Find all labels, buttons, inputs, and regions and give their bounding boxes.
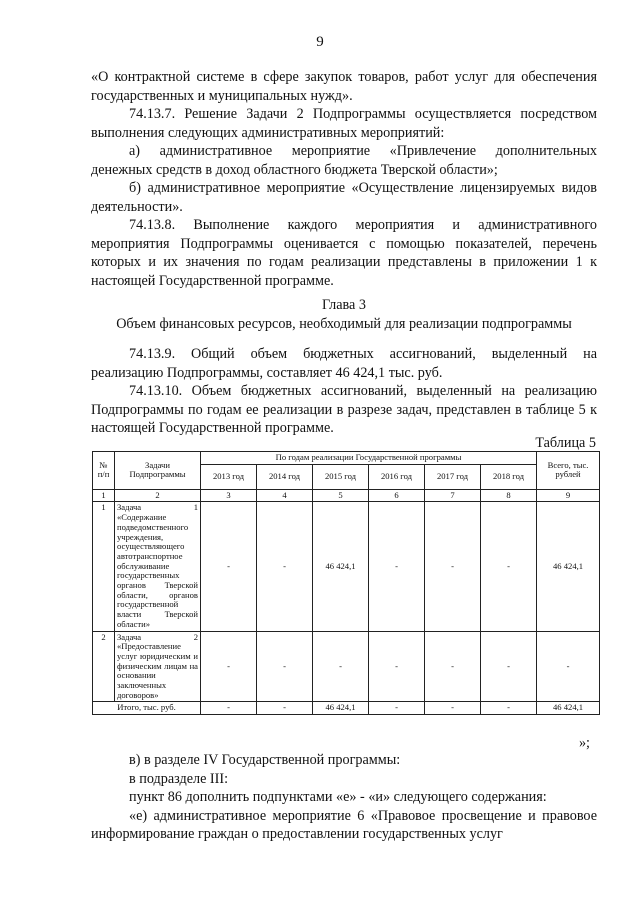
total-cell: 46 424,1 xyxy=(537,502,600,631)
paragraph: 74.13.7. Решение Задачи 2 Подпрограммы осуществляется посредством выполнения следующих административных мероприятий: xyxy=(91,106,597,141)
body-text-bottom xyxy=(91,751,597,844)
col-number: 2 xyxy=(115,489,201,502)
paragraph: 74.13.8. Выполнение каждого мероприятия и административного мероприятия Подпрограммы оценивается с помощью показателей, перечень которых и их значения по годам реализации представлены в приложении 1 к настоящей Государственной программе. xyxy=(91,217,597,289)
total-value: - xyxy=(481,702,537,715)
row-num: 1 xyxy=(93,502,115,631)
paragraph: пункт 86 дополнить подпунктами «е» - «и» следующего содержания: xyxy=(129,789,547,805)
total-cell: - xyxy=(537,631,600,702)
table-header-row xyxy=(93,452,600,465)
chapter-heading xyxy=(91,296,597,333)
table-caption: Таблица 5 xyxy=(535,435,596,451)
paragraph: 74.13.10. Объем бюджетных ассигнований, выделенный на реализацию Подпрограммы по годам ее реализации в разрезе задач, представлен в таблице 5 к настоящей Государственной программе. xyxy=(91,383,597,436)
value-cell: - xyxy=(257,631,313,702)
task-number: 2 xyxy=(193,631,198,642)
header-years-group: По годам реализации Государственной программы xyxy=(201,452,537,465)
paragraph: «О контрактной системе в сфере закупок товаров, работ услуг для обеспечения государственных и муниципальных нужд». xyxy=(91,69,597,104)
header-tasks: Задачи Подпрограммы xyxy=(115,452,201,490)
value-cell: - xyxy=(481,631,537,702)
total-value: - xyxy=(201,702,257,715)
grand-total: 46 424,1 xyxy=(537,702,600,715)
total-value: 46 424,1 xyxy=(313,702,369,715)
task-label: Задача xyxy=(117,502,142,513)
col-number: 4 xyxy=(257,489,313,502)
total-value: - xyxy=(369,702,425,715)
body-text-mid xyxy=(91,345,597,438)
body-text-top xyxy=(91,68,597,290)
value-cell: - xyxy=(201,502,257,631)
paragraph: в подразделе III: xyxy=(129,770,229,787)
header-year: 2014 год xyxy=(257,464,313,489)
table-row xyxy=(93,631,600,702)
total-value: - xyxy=(257,702,313,715)
page-number: 9 xyxy=(316,34,324,50)
value-cell: - xyxy=(425,631,481,702)
total-value: - xyxy=(425,702,481,715)
col-number: 7 xyxy=(425,489,481,502)
col-number: 3 xyxy=(201,489,257,502)
header-num: № п/п xyxy=(93,452,115,490)
total-row xyxy=(93,702,600,715)
col-number: 9 xyxy=(537,489,600,502)
task-label: Задача xyxy=(117,631,142,642)
col-number: 6 xyxy=(369,489,425,502)
table-row xyxy=(93,502,600,631)
paragraph: в) в разделе IV Государственной программы: xyxy=(129,752,401,768)
value-cell: - xyxy=(201,631,257,702)
paragraph: 74.13.9. Общий объем бюджетных ассигнований, выделенный на реализацию Подпрограммы, составляет 46 424,1 тыс. руб. xyxy=(91,346,597,381)
paragraph: «е) административное мероприятие 6 «Правовое просвещение и правовое информирование граждан о предоставлении государственных услуг xyxy=(91,807,597,842)
value-cell: - xyxy=(313,631,369,702)
total-label: Итого, тыс. руб. xyxy=(93,702,201,715)
closing-quote: »; xyxy=(578,735,590,751)
col-number: 5 xyxy=(313,489,369,502)
chapter-subtitle: Объем финансовых ресурсов, необходимый для реализации подпрограммы xyxy=(116,315,572,332)
task-text: «Содержание подведомственного учреждения, осуществляющего автотранспортное обслуживание государственных органов Тверской области, органов государственной власти Тверской области» xyxy=(117,512,198,629)
col-number: 1 xyxy=(93,489,115,502)
value-cell: - xyxy=(369,631,425,702)
financing-table xyxy=(92,451,600,715)
value-cell: - xyxy=(425,502,481,631)
header-year: 2016 год xyxy=(369,464,425,489)
paragraph: б) административное мероприятие «Осуществление лицензируемых видов деятельности». xyxy=(91,180,597,215)
value-cell: 46 424,1 xyxy=(313,502,369,631)
task-number: 1 xyxy=(193,502,198,513)
column-number-row xyxy=(93,489,600,502)
header-year: 2018 год xyxy=(481,464,537,489)
col-number: 8 xyxy=(481,489,537,502)
header-year: 2017 год xyxy=(425,464,481,489)
chapter-title: Глава 3 xyxy=(322,297,366,313)
row-num: 2 xyxy=(93,631,115,702)
header-year: 2013 год xyxy=(201,464,257,489)
header-total: Всего, тыс. рублей xyxy=(537,452,600,490)
task-cell xyxy=(115,502,201,631)
value-cell: - xyxy=(481,502,537,631)
task-text: «Предоставление услуг юридическим и физическим лицам на основании заключенных договоров» xyxy=(117,641,198,700)
header-year: 2015 год xyxy=(313,464,369,489)
task-cell xyxy=(115,631,201,702)
value-cell: - xyxy=(369,502,425,631)
paragraph: а) административное мероприятие «Привлечение дополнительных денежных средств в доход областного бюджета Тверской области»; xyxy=(91,143,597,178)
value-cell: - xyxy=(257,502,313,631)
